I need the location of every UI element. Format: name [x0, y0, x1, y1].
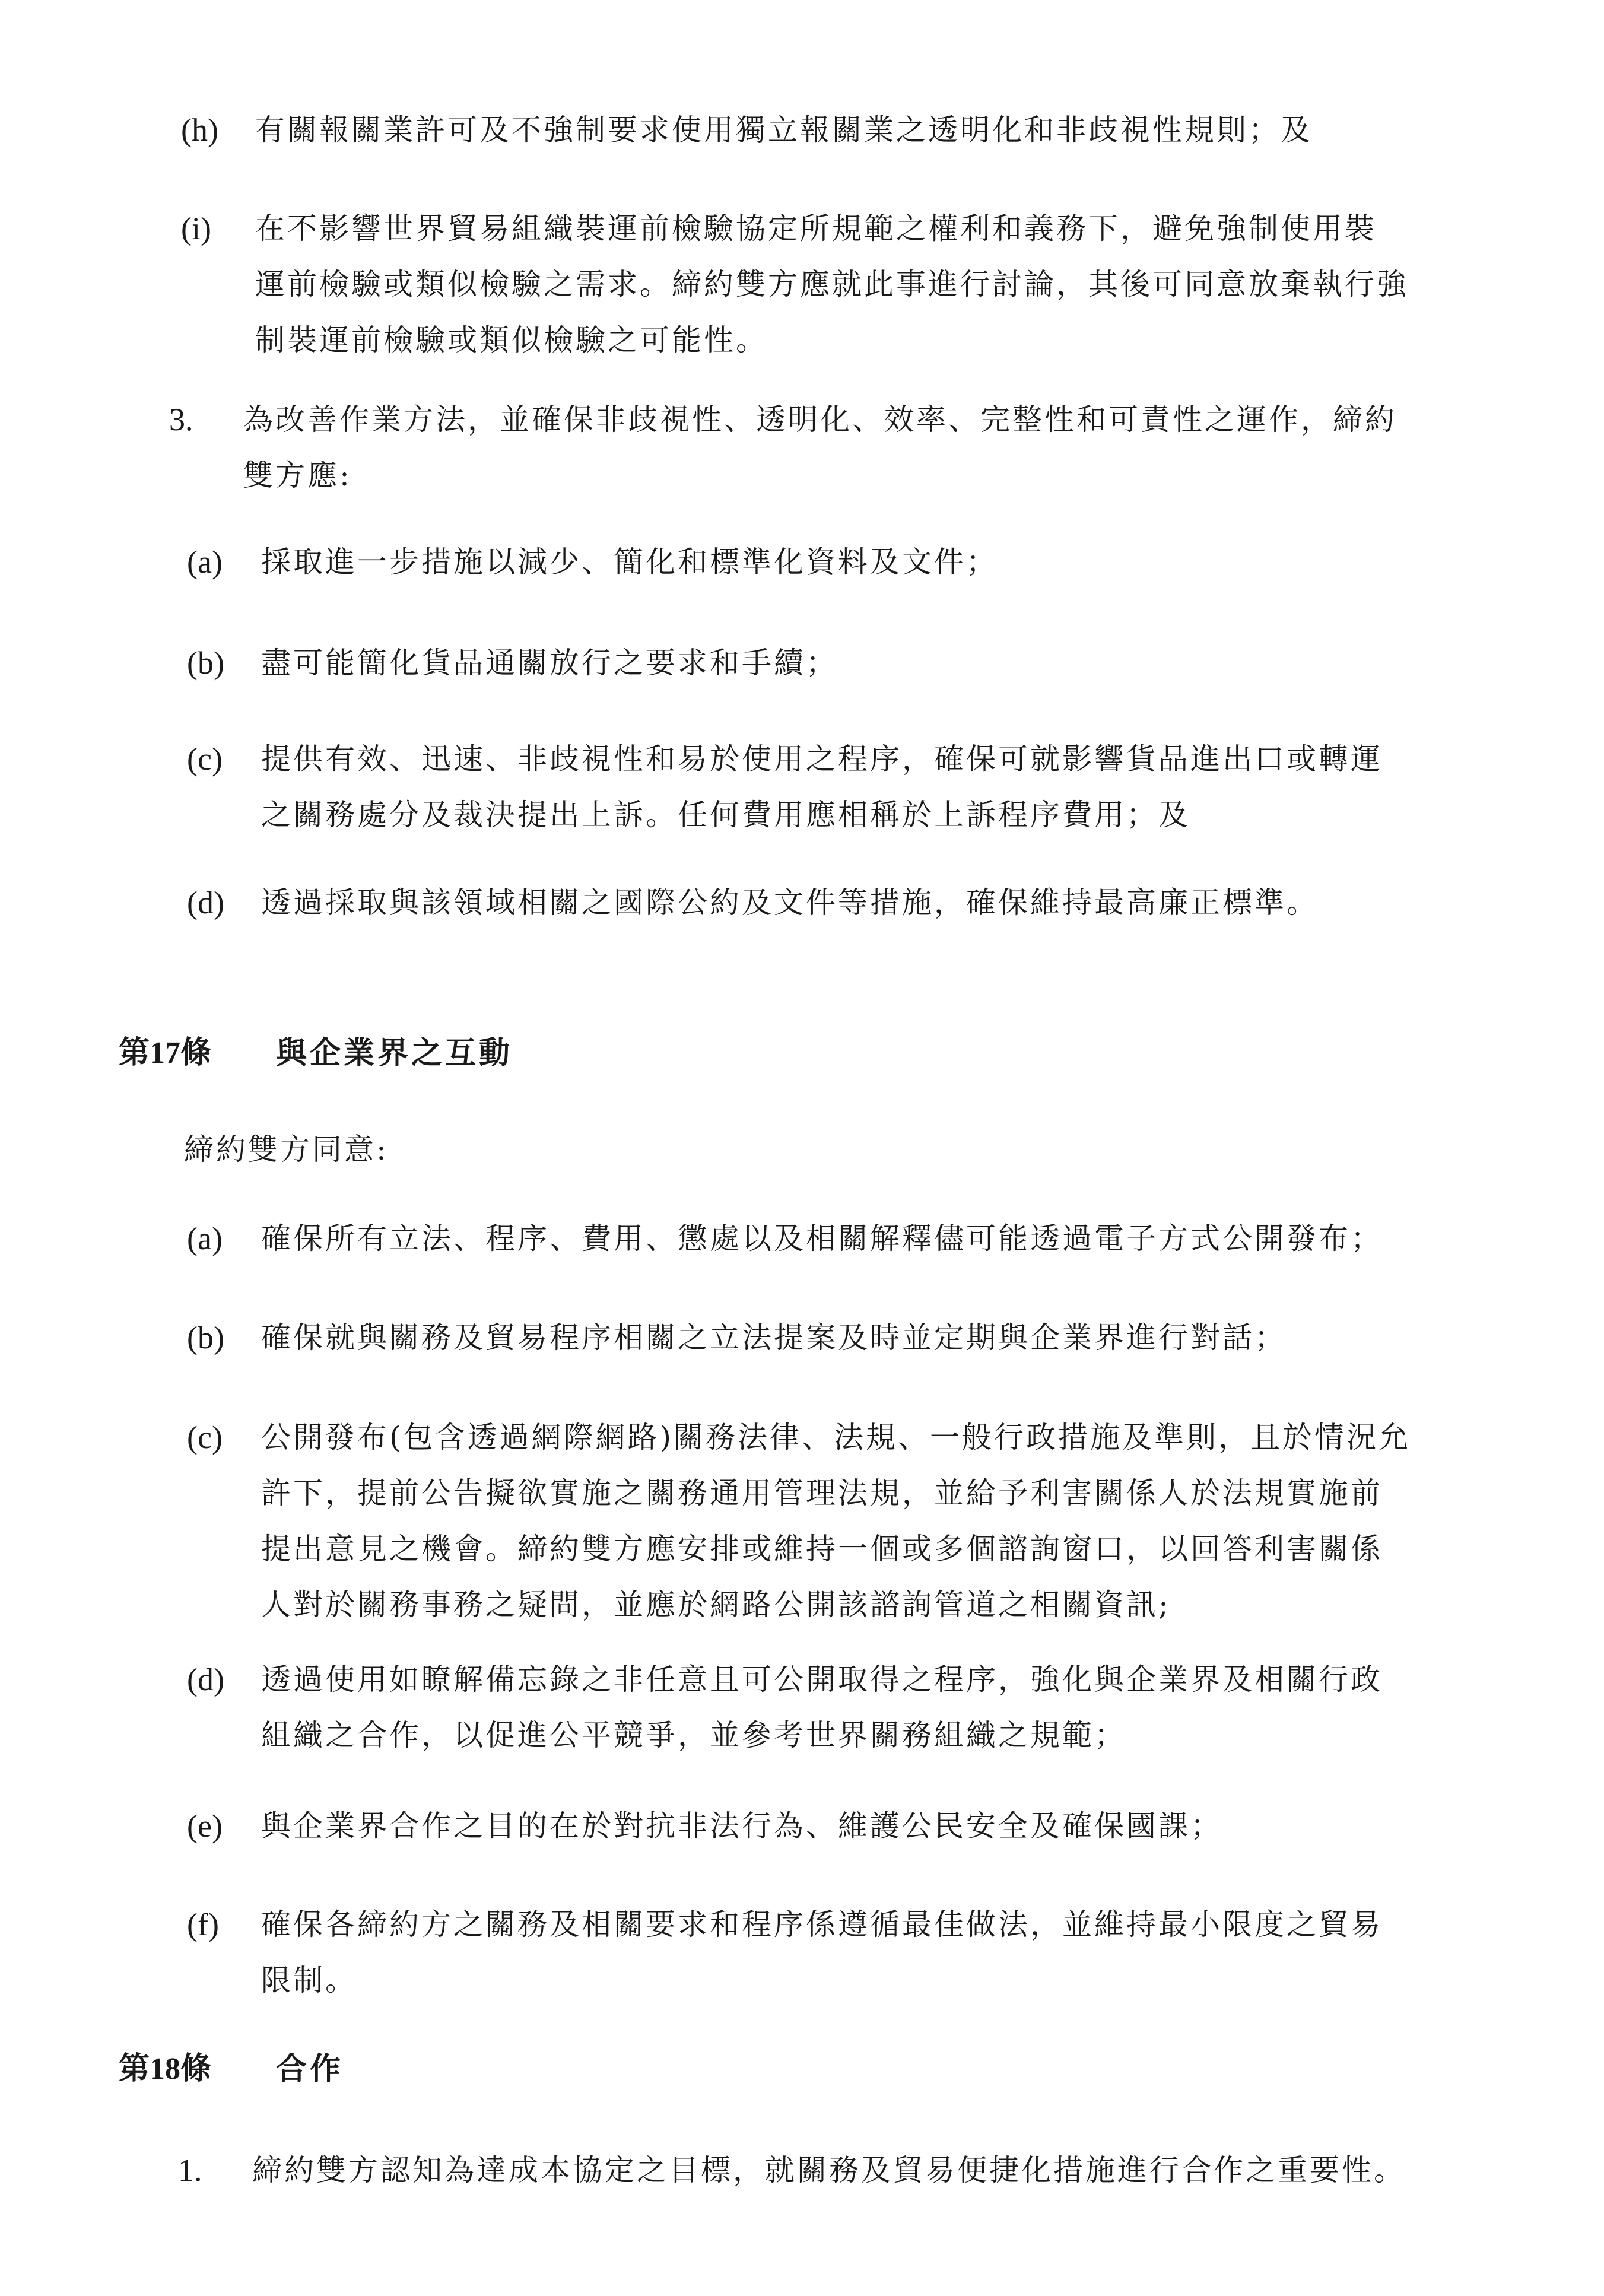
list-item-text: 有關報關業許可及不強制要求使用獨立報關業之透明化和非歧視性規則；及 [255, 113, 1313, 147]
list-marker: (e) [187, 1808, 223, 1844]
article-title: 合作 [276, 2051, 344, 2087]
list-item-d [187, 1652, 1383, 1763]
list-item-text: 在不影響世界貿易組織裝運前檢驗協定所規範之權利和義務下，避免強制使用裝 運前檢驗或類似檢驗之需求。締約雙方應就此事進行討論，其後可同意放棄執行強 制裝運前檢驗或類似檢驗之可能性。 [255, 211, 1409, 357]
article-title: 與企業界之互動 [276, 1035, 513, 1071]
list-item-text: 透過採取與該領域相關之國際公約及文件等措施，確保維持最高廉正標準。 [261, 885, 1319, 920]
list-item-text: 確保各締約方之關務及相關要求和程序係遵循最佳做法，並維持最小限度之貿易 限制。 [261, 1907, 1383, 1998]
list-item-e [187, 1798, 1222, 1854]
list-marker: (h) [181, 112, 218, 148]
list-marker: (c) [187, 741, 223, 777]
paragraph-3 [169, 392, 1397, 503]
list-item-text: 確保所有立法、程序、費用、懲處以及相關解釋儘可能透過電子方式公開發布； [261, 1221, 1383, 1256]
list-item-text: 盡可能簡化貨品通關放行之要求和手續； [261, 646, 838, 680]
list-item-f [187, 1897, 1383, 2008]
article-17-intro [184, 1122, 389, 1177]
list-item-b [187, 635, 838, 691]
paragraph-number: 1. [178, 2152, 202, 2188]
list-item-text: 透過使用如瞭解備忘錄之非任意且可公開取得之程序，強化與企業界及相關行政 組織之合作，以促進公平競爭，並參考世界關務組織之規範； [261, 1662, 1383, 1752]
intro-text: 締約雙方同意: [184, 1132, 389, 1167]
list-marker: (f) [187, 1907, 219, 1942]
article-number: 第18條 [119, 2052, 212, 2086]
list-marker: (b) [187, 645, 224, 681]
list-item-c [187, 1409, 1411, 1633]
list-item-text: 公開發布(包含透過網際網路)關務法律、法規、一般行政措施及準則，且於情況允 許下，提前公告擬欲實施之關務通用管理法規，並給予利害關係人於法規實施前 提出意見之機會。締約雙方應安排或維持一個或多個諮詢窗口，以回答利害關係 人對於關務事務之疑問，並應於網路公開該諮詢管道之相關資訊; [261, 1420, 1411, 1622]
list-item-a [187, 534, 998, 590]
list-item-b [187, 1310, 1287, 1365]
paragraph-text: 為改善作業方法，並確保非歧視性、透明化、效率、完整性和可責性之運作，締約 雙方應: [243, 402, 1397, 493]
paragraph-number: 3. [169, 402, 193, 437]
paragraph-1 [178, 2142, 1406, 2198]
list-marker: (b) [187, 1320, 224, 1355]
article-18-heading [119, 2041, 344, 2097]
list-item-h [181, 102, 1313, 158]
list-item-d [187, 875, 1319, 931]
paragraph-text: 締約雙方認知為達成本協定之目標，就關務及貿易便捷化措施進行合作之重要性。 [252, 2153, 1406, 2187]
list-item-text: 與企業界合作之目的在於對抗非法行為、維護公民安全及確保國課； [261, 1809, 1222, 1843]
list-marker: (a) [187, 544, 223, 580]
article-17-heading [119, 1025, 513, 1081]
list-item-c [187, 731, 1383, 843]
list-marker: (c) [187, 1419, 223, 1455]
list-item-a [187, 1211, 1383, 1266]
list-marker: (d) [187, 885, 224, 920]
list-item-text: 採取進一步措施以減少、簡化和標準化資料及文件； [261, 545, 998, 579]
list-item-text: 確保就與關務及貿易程序相關之立法提案及時並定期與企業界進行對話； [261, 1320, 1287, 1355]
article-number: 第17條 [119, 1036, 212, 1070]
list-marker: (a) [187, 1221, 223, 1256]
list-item-text: 提供有效、迅速、非歧視性和易於使用之程序，確保可就影響貨品進出口或轉運 之關務處分及裁決提出上訴。任何費用應相稱於上訴程序費用；及 [261, 742, 1383, 832]
list-item-i [181, 201, 1409, 368]
list-marker: (d) [187, 1662, 224, 1697]
list-marker: (i) [181, 211, 211, 246]
